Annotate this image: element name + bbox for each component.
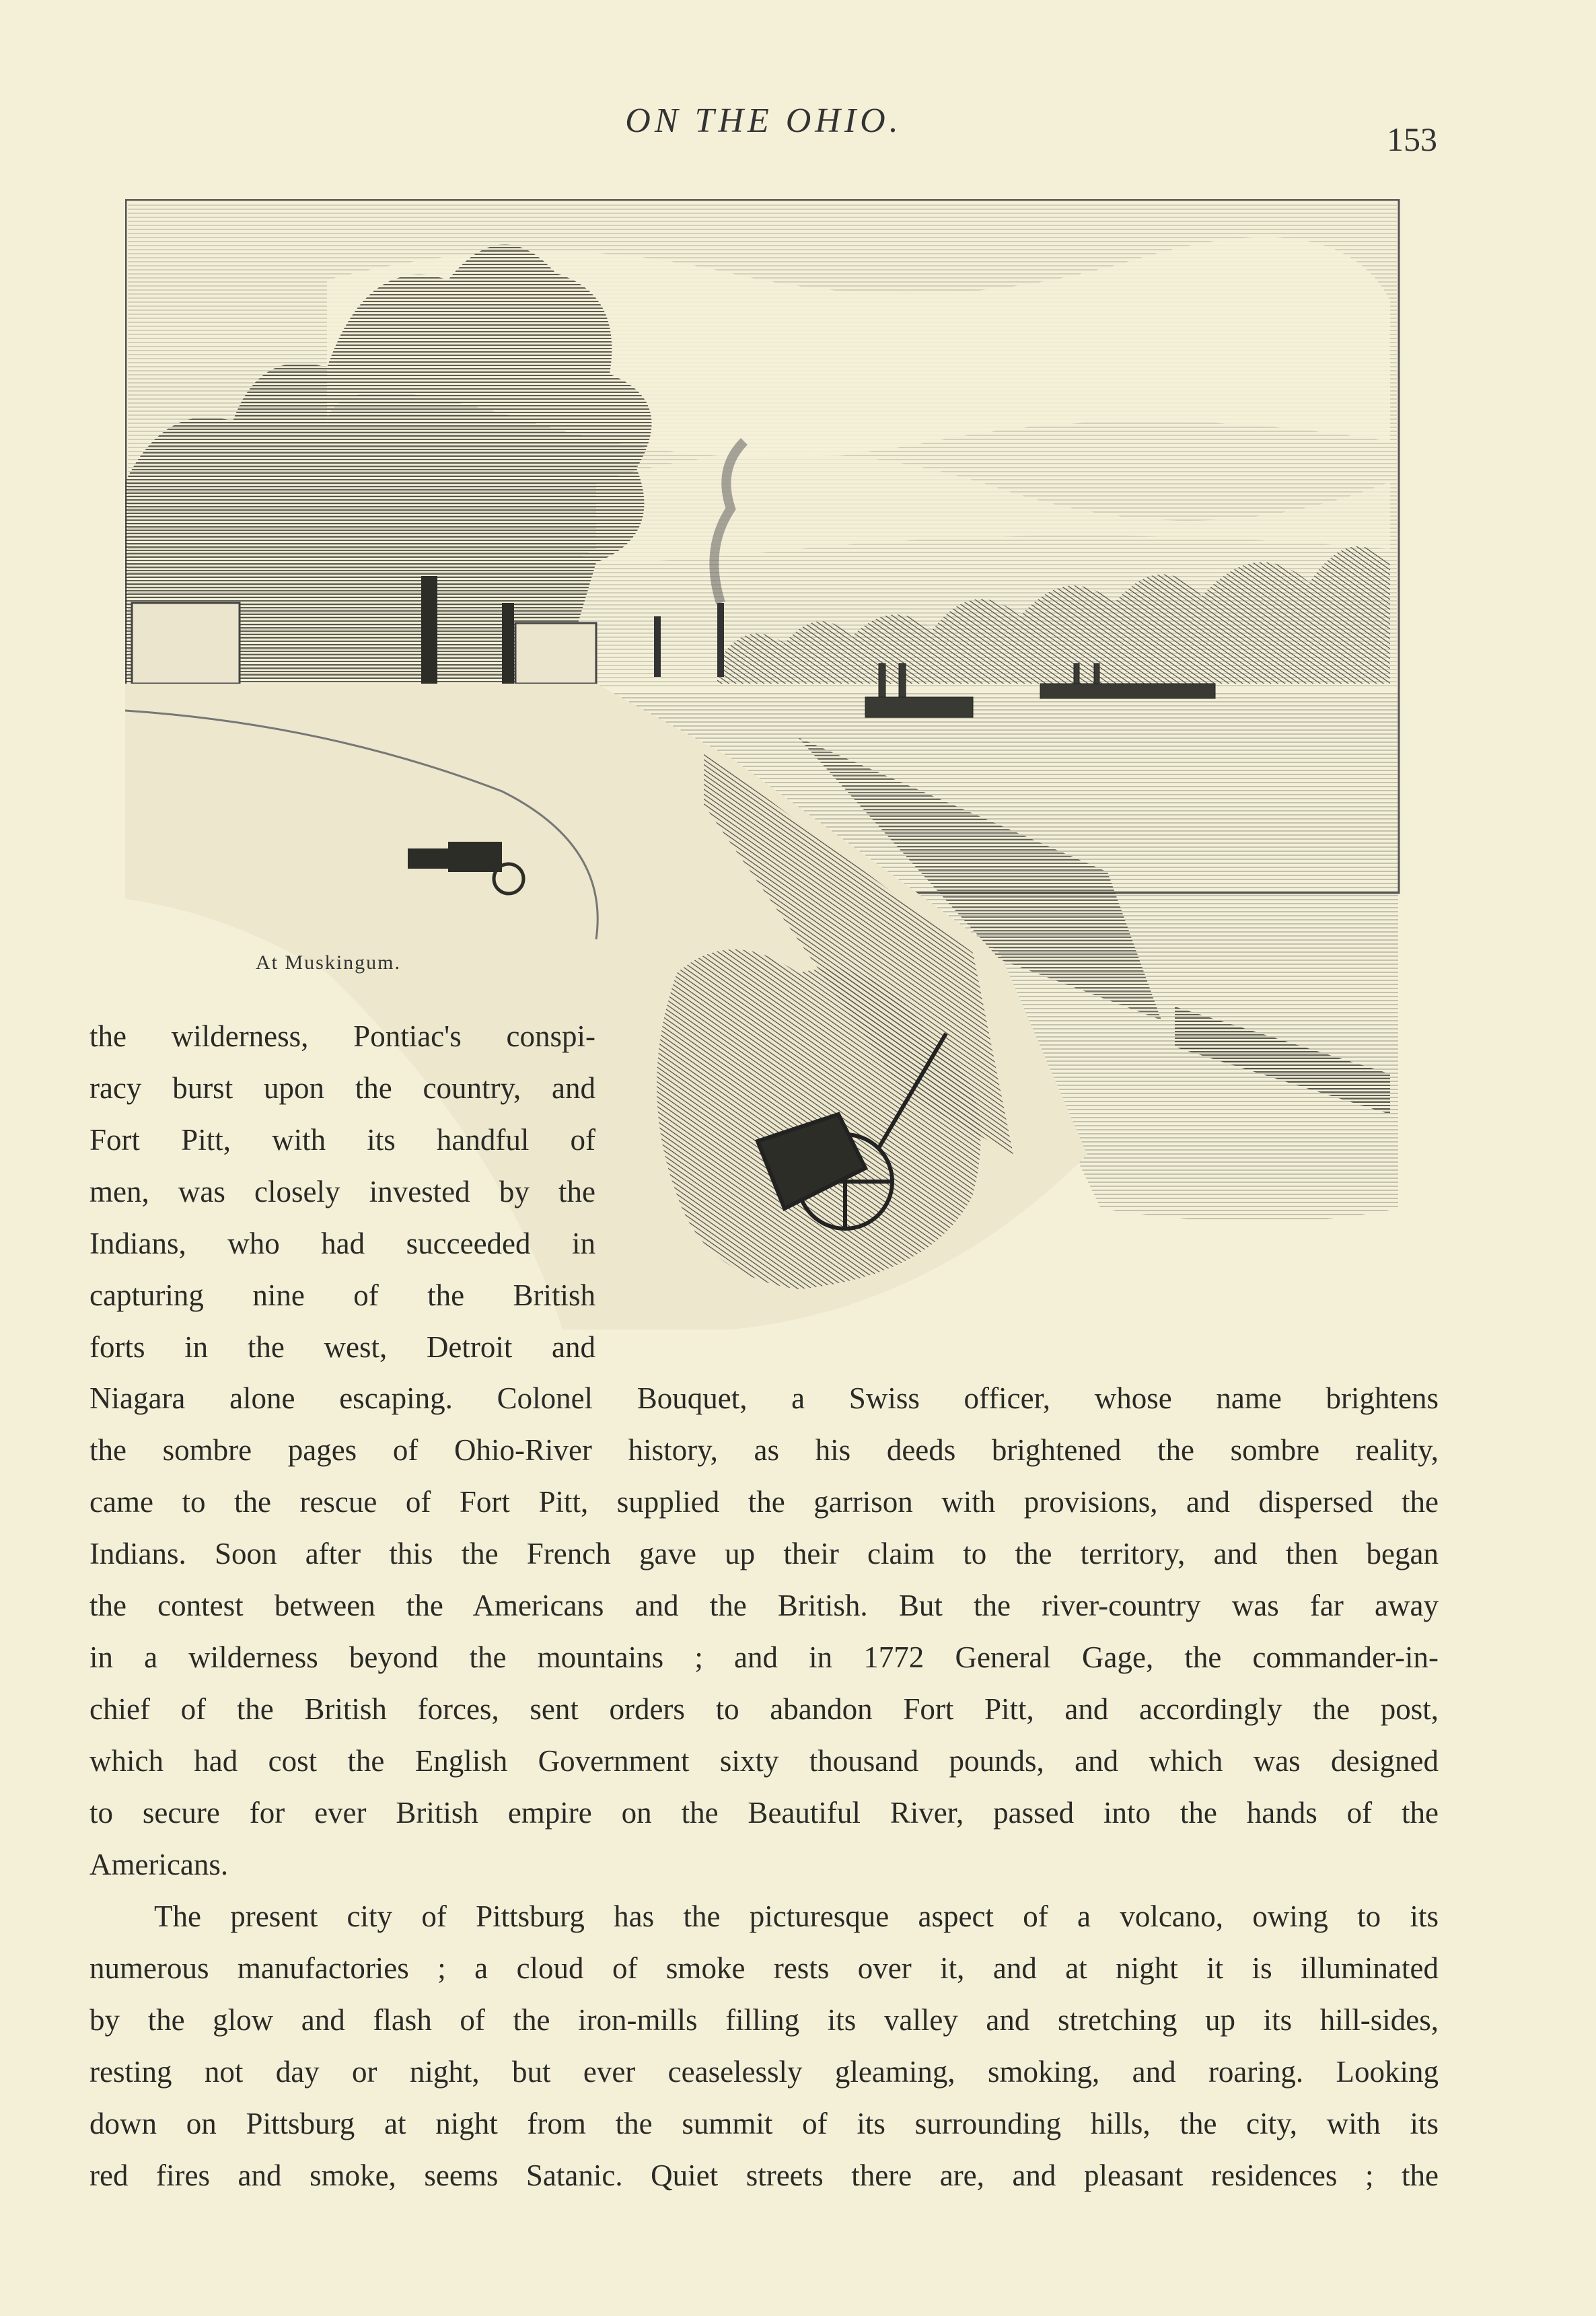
- text-line: men, was closely invested by the: [89, 1175, 595, 1208]
- text-line: Indians, who had succeeded in: [89, 1227, 595, 1260]
- text-line: capturing nine of the British: [89, 1278, 595, 1312]
- smokestack: [717, 603, 724, 677]
- smokestack: [654, 616, 661, 677]
- text-line: Fort Pitt, with its handful of: [89, 1123, 595, 1157]
- text-line: Niagara alone escaping. Colonel Bouquet, a Swiss officer, whose name brightens: [89, 1381, 1439, 1415]
- text-line: the contest between the Americans and the British. But the river-country was far away: [89, 1589, 1439, 1622]
- text-line: to secure for ever British empire on the Beautiful River, passed into the hands of the: [89, 1796, 1439, 1830]
- body-text: [89, 1373, 1439, 2202]
- text-line: the sombre pages of Ohio-River history, as his deeds brightened the sombre reality,: [89, 1433, 1439, 1467]
- text-line: forts in the west, Detroit and: [89, 1330, 595, 1364]
- text-beside-figure: [89, 1011, 595, 1373]
- text-line: resting not day or night, but ever ceaselessly gleaming, smoking, and roaring. Looking: [89, 2055, 1439, 2089]
- text-line: Americans.: [89, 1848, 229, 1881]
- running-title: ON THE OHIO.: [625, 102, 902, 140]
- text-line: the wilderness, Pontiac's conspi-: [89, 1019, 595, 1053]
- text-line: red fires and smoke, seems Satanic. Quiet streets there are, and pleasant residences ; the: [89, 2159, 1439, 2192]
- figure-caption: At Muskingum.: [256, 951, 402, 974]
- text-line: The present city of Pittsburg has the picturesque aspect of a volcano, owing to its: [154, 1899, 1439, 1933]
- text-line: chief of the British forces, sent orders to abandon Fort Pitt, and accordingly the post,: [89, 1692, 1439, 1726]
- page-number: 153: [1387, 120, 1437, 158]
- house: [132, 603, 240, 684]
- text-line: racy burst upon the country, and: [89, 1071, 595, 1105]
- text-line: numerous manufactories ; a cloud of smoke rests over it, and at night it is illuminated: [89, 1951, 1439, 1985]
- text-line: which had cost the English Government sixty thousand pounds, and which was designed: [89, 1744, 1439, 1778]
- text-line: in a wilderness beyond the mountains ; and in 1772 General Gage, the commander-in-: [89, 1640, 1439, 1674]
- text-line: Indians. Soon after this the French gave up their claim to the territory, and then began: [89, 1537, 1439, 1570]
- text-line: down on Pittsburg at night from the summit of its surrounding hills, the city, with its: [89, 2107, 1439, 2140]
- text-line: by the glow and flash of the iron-mills filling its valley and stretching up its hill-sides,: [89, 2003, 1439, 2037]
- house: [515, 623, 596, 684]
- text-line: came to the rescue of Fort Pitt, supplied the garrison with provisions, and dispersed the: [89, 1485, 1439, 1519]
